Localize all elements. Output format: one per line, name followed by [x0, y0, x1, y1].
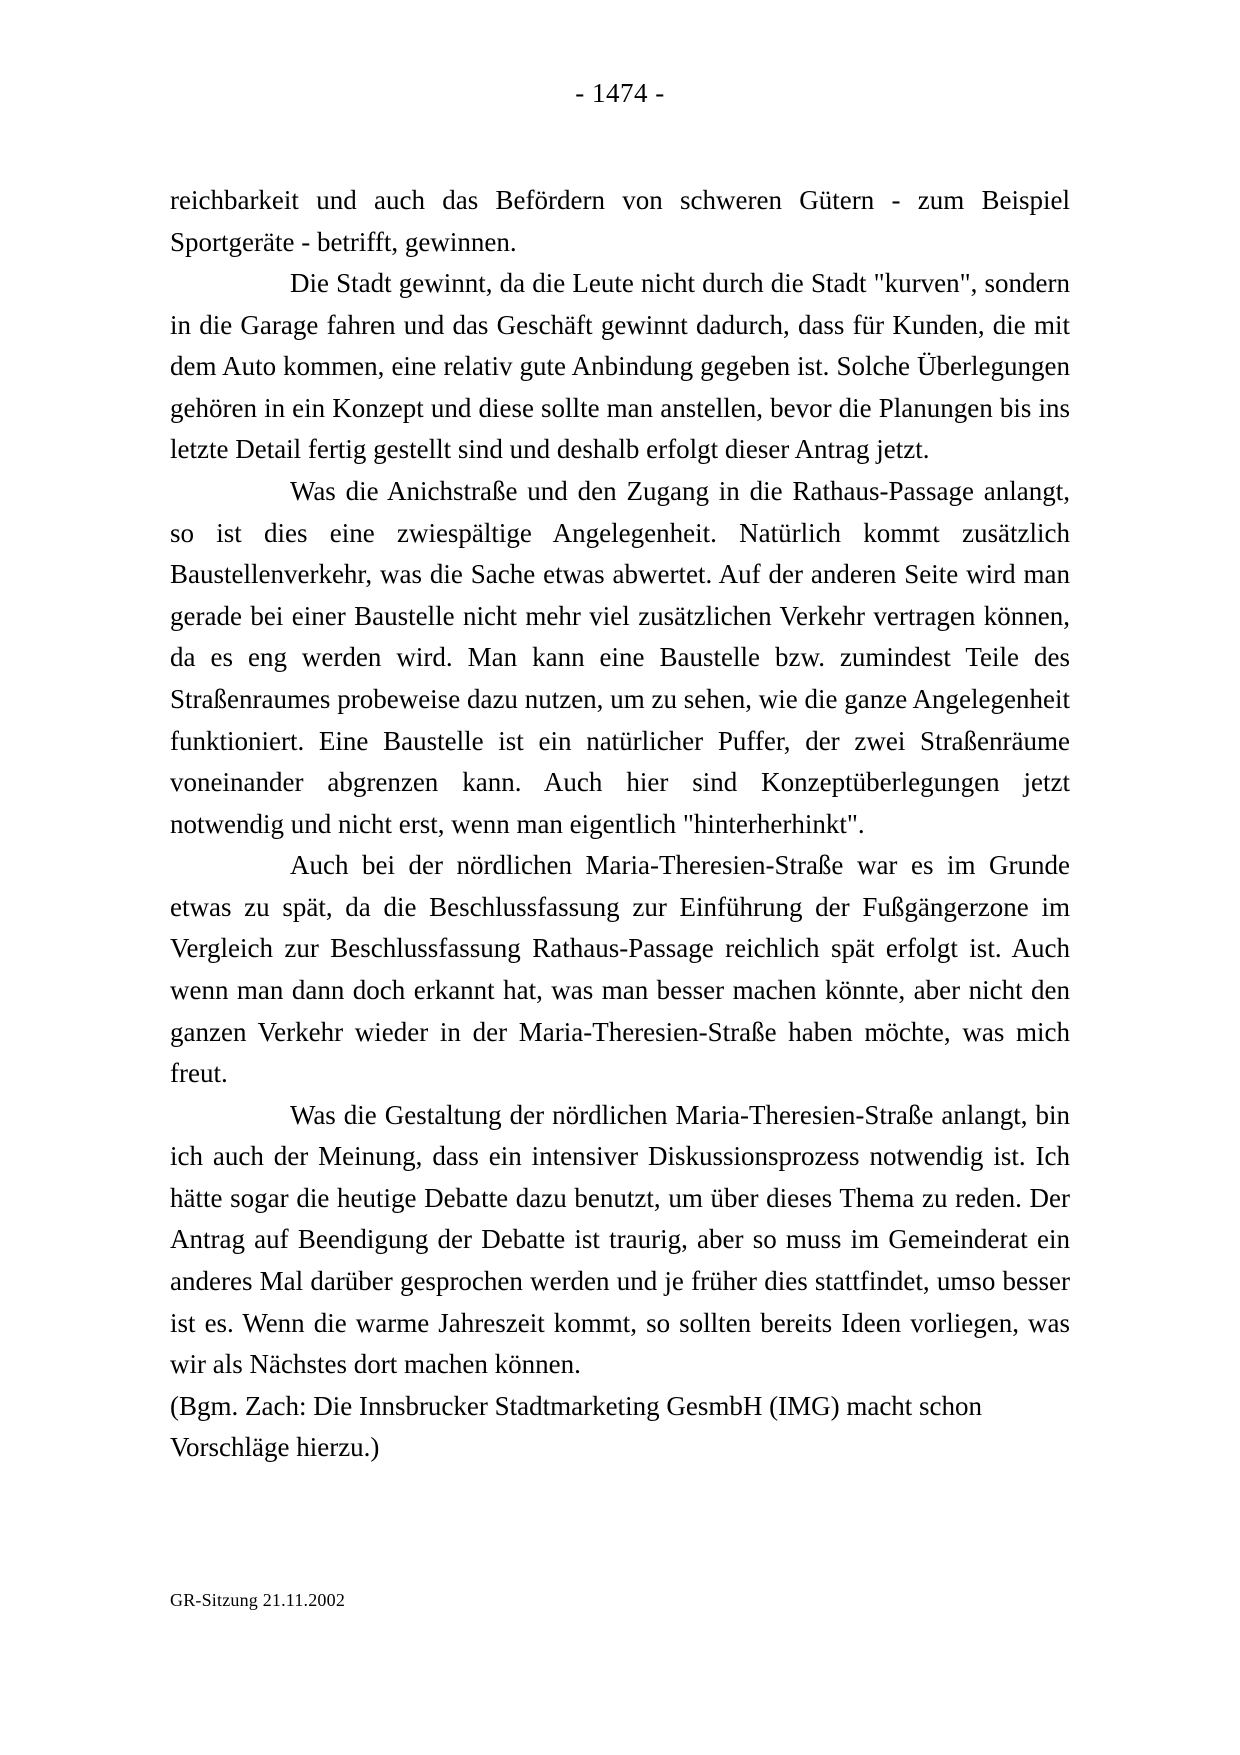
paragraph-5: Was die Gestaltung der nördlichen Maria-Theresien-Straße anlangt, bin ich auch der Meinung, dass ein intensiver Diskussionsprozess notwendig ist. Ich hätte sogar die heutige Debatte dazu benutzt, um über dieses Thema zu reden. Der Antrag auf Beendigung der Debatte ist traurig, aber so muss im Gemeinderat ein anderes Mal darüber gesprochen werden und je früher dies stattfindet, umso besser ist es. Wenn die warme Jahreszeit kommt, so sollten bereits Ideen vorliegen, was wir als Nächstes dort machen können.: [170, 1099, 1070, 1380]
paragraph-2: Die Stadt gewinnt, da die Leute nicht durch die Stadt "kurven", sondern in die Garage fahren und das Geschäft gewinnt dadurch, dass für Kunden, die mit dem Auto kommen, eine relativ gute Anbindung gegeben ist. Solche Überlegungen gehören in ein Konzept und diese sollte man anstellen, bevor die Planungen bis ins letzte Detail fertig gestellt sind und deshalb erfolgt dieser Antrag jetzt.: [170, 268, 1070, 465]
paragraph-4: Auch bei der nördlichen Maria-Theresien-Straße war es im Grunde etwas zu spät, da die Beschlussfassung zur Einführung der Fußgängerzone im Vergleich zur Beschlussfassung Rathaus-Passage reichlich spät erfolgt ist. Auch wenn man dann doch erkannt hat, was man besser machen könnte, aber nicht den ganzen Verkehr wieder in der Maria-Theresien-Straße haben möchte, was mich freut.: [170, 850, 1070, 1089]
body-text: [170, 180, 1070, 1469]
footer-session-label: GR-Sitzung 21.11.2002: [170, 1590, 346, 1610]
paragraph-3: Was die Anichstraße und den Zugang in die Rathaus-Passage anlangt, so ist dies eine zwiespältige Angelegenheit. Natürlich kommt zusätzlich Baustellenverkehr, was die Sache etwas abwertet. Auf der anderen Seite wird man gerade bei einer Baustelle nicht mehr viel zusätzlichen Verkehr vertragen können, da es eng werden wird. Man kann eine Baustelle bzw. zumindest Teile des Straßenraumes probeweise dazu nutzen, um zu sehen, wie die ganze Angelegenheit funktioniert. Eine Baustelle ist ein natürlicher Puffer, der zwei Straßenräume voneinander abgrenzen kann. Auch hier sind Konzeptüberlegungen jetzt notwendig und nicht erst, wenn man eigentlich "hinterherhinkt".: [170, 476, 1070, 839]
paragraph-1: reichbarkeit und auch das Befördern von schweren Gütern - zum Beispiel Sportgeräte - betrifft, gewinnen.: [170, 185, 1070, 257]
page-number: - 1474 -: [575, 78, 665, 108]
paragraph-6: (Bgm. Zach: Die Innsbrucker Stadtmarketing GesmbH (IMG) macht schon Vorschläge hierzu.): [170, 1390, 983, 1463]
